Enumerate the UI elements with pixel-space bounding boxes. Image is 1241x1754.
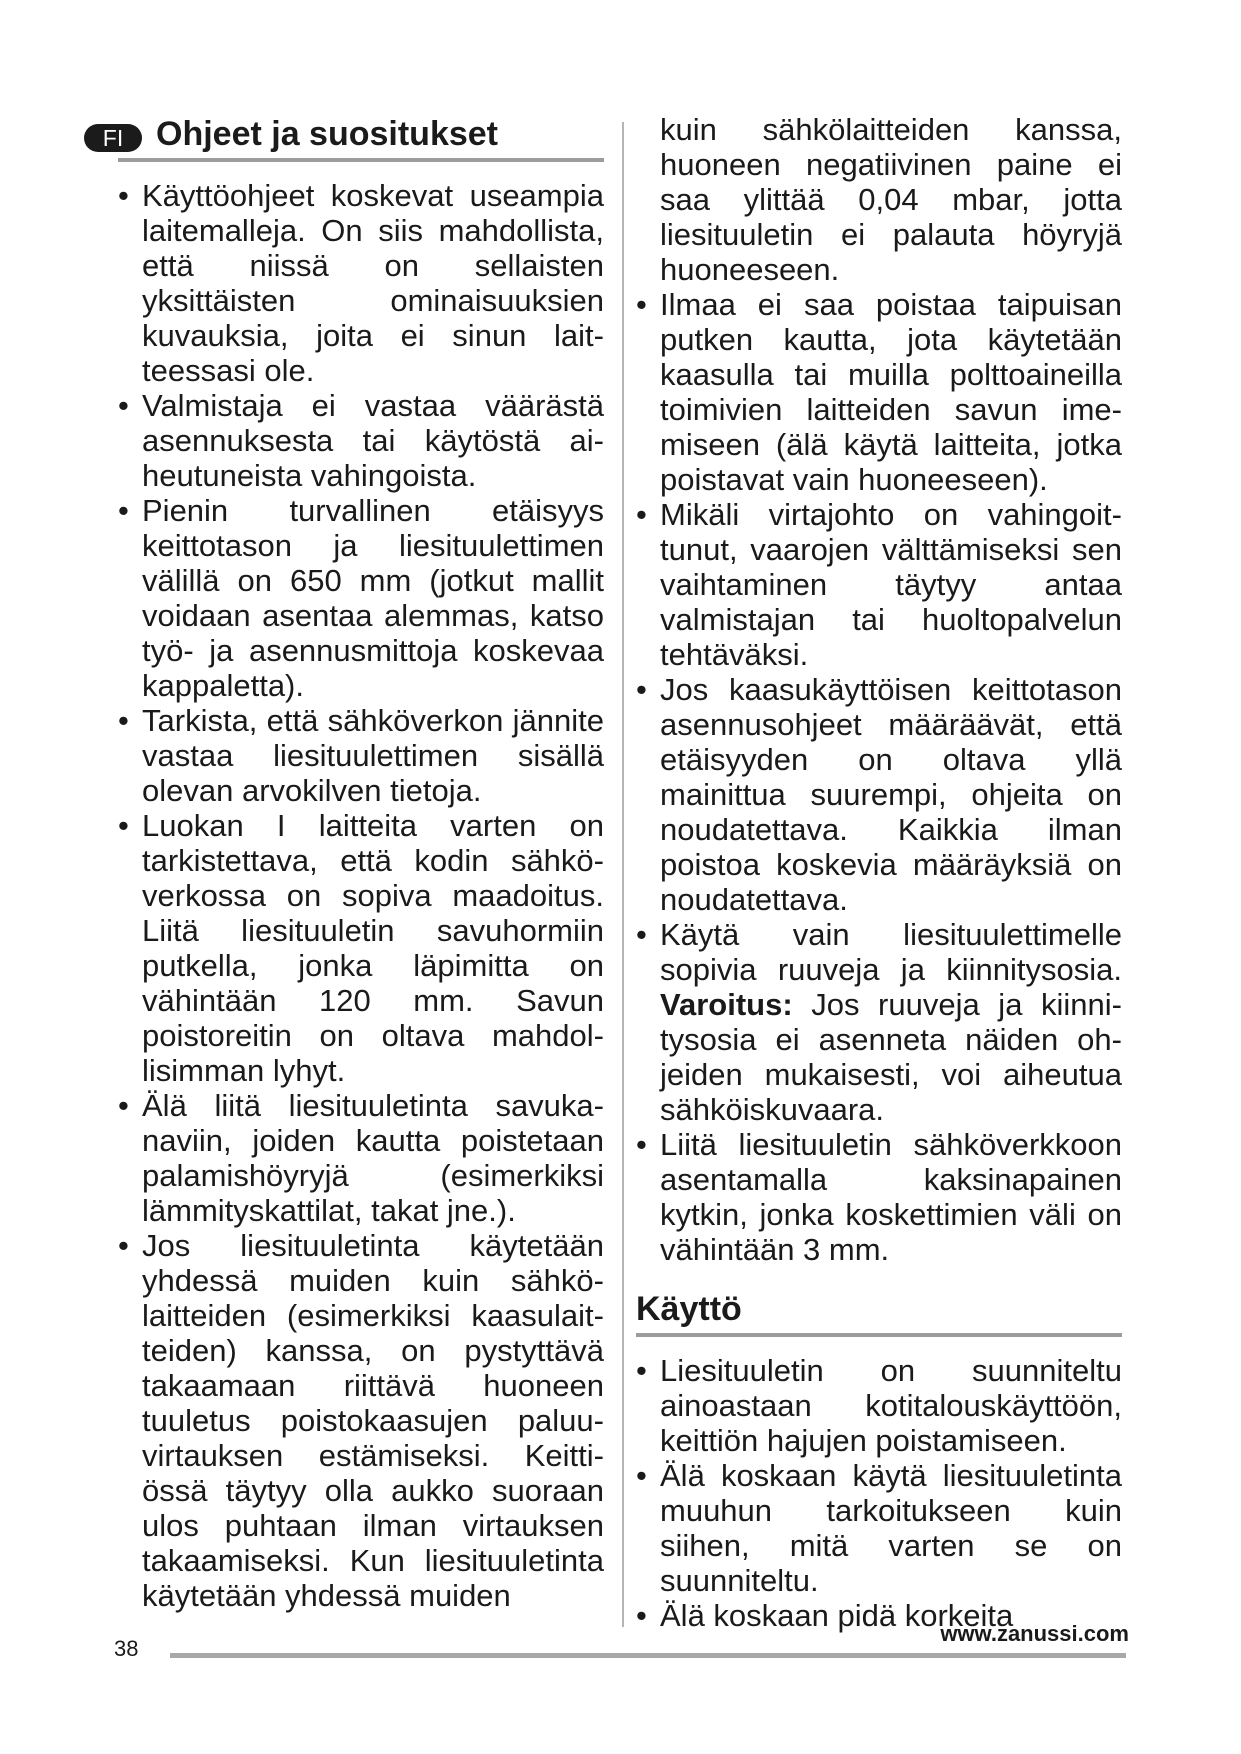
- list-item-screws: [636, 917, 1122, 1127]
- list-item: • Jos kaasukäyttöisen keittotason asennusohjeet määräävät, että etäisyyden on oltava yllä mainittua suurempi, ohjeita on noudatettava. Kaikkia ilman poistoa koskevia määräyksiä on noudatettava.: [636, 672, 1122, 917]
- warning-label: Varoitus:: [660, 987, 793, 1022]
- footer-site-url: www.zanussi.com: [940, 1621, 1129, 1646]
- warning-text: Jos ruuveja ja kiinnitysosia ei asenneta näiden ohjeiden mukaisesti, voi aiheutua sähköiskuvaara.: [660, 987, 1122, 1127]
- left-column: [102, 112, 604, 1613]
- section-title-instructions: Ohjeet ja suositukset: [156, 115, 498, 153]
- list-item: • Tarkista, että sähköverkon jännite vastaa liesituulettimen sisällä olevan arvokilven tietoja.: [118, 703, 604, 808]
- list-item: • Älä koskaan pidä korkeita: [636, 1598, 1122, 1633]
- page-number: 38: [114, 1636, 139, 1661]
- list-item: • Käyttöohjeet koskevat useampia laitemalleja. On siis mahdollista, että niissä on sellaisten yksittäisten ominaisuuksien kuvauksia, joita ei sinun laitteessasi ole.: [118, 178, 604, 388]
- section-title-usage: Käyttö: [636, 1290, 742, 1328]
- column-divider: [622, 122, 624, 1627]
- list-item: • Liesituuletin on suunniteltu ainoastaan kotitalouskäyttöön, keittiön hajujen poistamiseen.: [636, 1353, 1122, 1458]
- list-item: • Luokan I laitteita varten on tarkistettava, että kodin sähköverkossa on sopiva maadoitus. Liitä liesituuletin savuhormiin putkella, jonka läpimitta on vähintään 120 mm. Savun poistoreitin on oltava mahdollisimman lyhyt.: [118, 808, 604, 1088]
- list-item: • Älä liitä liesituuletinta savukanaviin, joiden kautta poistetaan palamishöyryjä (esimerkiksi lämmityskattilat, takat jne.).: [118, 1088, 604, 1228]
- language-badge: FI: [84, 124, 142, 152]
- list-item: • Mikäli virtajohto on vahingoittunut, vaarojen välttämiseksi sen vaihtaminen täytyy antaa valmistajan tai huoltopalvelun tehtäväksi.: [636, 497, 1122, 672]
- usage-list: [636, 1353, 1122, 1633]
- list-item-continuation: kuin sähkölaitteiden kanssa, huoneen negatiivinen paine ei saa ylittää 0,04 mbar, jotta liesituuletin ei palauta höyryjä huoneeseen.: [660, 112, 1122, 287]
- list-item: • Älä koskaan käytä liesituuletinta muuhun tarkoitukseen kuin siihen, mitä varten se on suunniteltu.: [636, 1458, 1122, 1598]
- section-header-usage: [636, 1287, 1122, 1337]
- instructions-list-continued: [636, 112, 1122, 1267]
- footer-rule: [170, 1653, 1126, 1658]
- list-item: • Pienin turvallinen etäisyys keittotason ja liesituulettimen välillä on 650 mm (jotkut mallit voidaan asentaa alemmas, katso työ- ja asennusmittoja koskevaa kappaletta).: [118, 493, 604, 703]
- list-item: • Jos liesituuletinta käytetään yhdessä muiden kuin sähkölaitteiden (esimerkiksi kaasulaitteiden) kanssa, on pystyttävä takaamaan riittävä huoneen tuuletus poistokaasujen paluuvirtauksen estämiseksi. Keittiössä täytyy olla aukko suoraan ulos puhtaan ilman virtauksen takaamiseksi. Kun liesituuletinta käytetään yhdessä muiden: [118, 1228, 604, 1613]
- list-item: • Liitä liesituuletin sähköverkkoon asentamalla kaksinapainen kytkin, jonka koskettimien väli on vähintään 3 mm.: [636, 1127, 1122, 1267]
- list-item: • Valmistaja ei vastaa väärästä asennuksesta tai käytöstä aiheutuneista vahingoista.: [118, 388, 604, 493]
- right-column: [636, 112, 1122, 1633]
- list-item: • Ilmaa ei saa poistaa taipuisan putken kautta, jota käytetään kaasulla tai muilla polttoaineilla toimivien laitteiden savun imemiseen (älä käytä laitteita, jotka poistavat vain huoneeseen).: [636, 287, 1122, 497]
- screws-text: Käytä vain liesituulettimelle sopivia ruuveja ja kiinnitysosia.: [660, 917, 1122, 987]
- instructions-list: [118, 178, 604, 1613]
- section-header-instructions: [102, 112, 604, 162]
